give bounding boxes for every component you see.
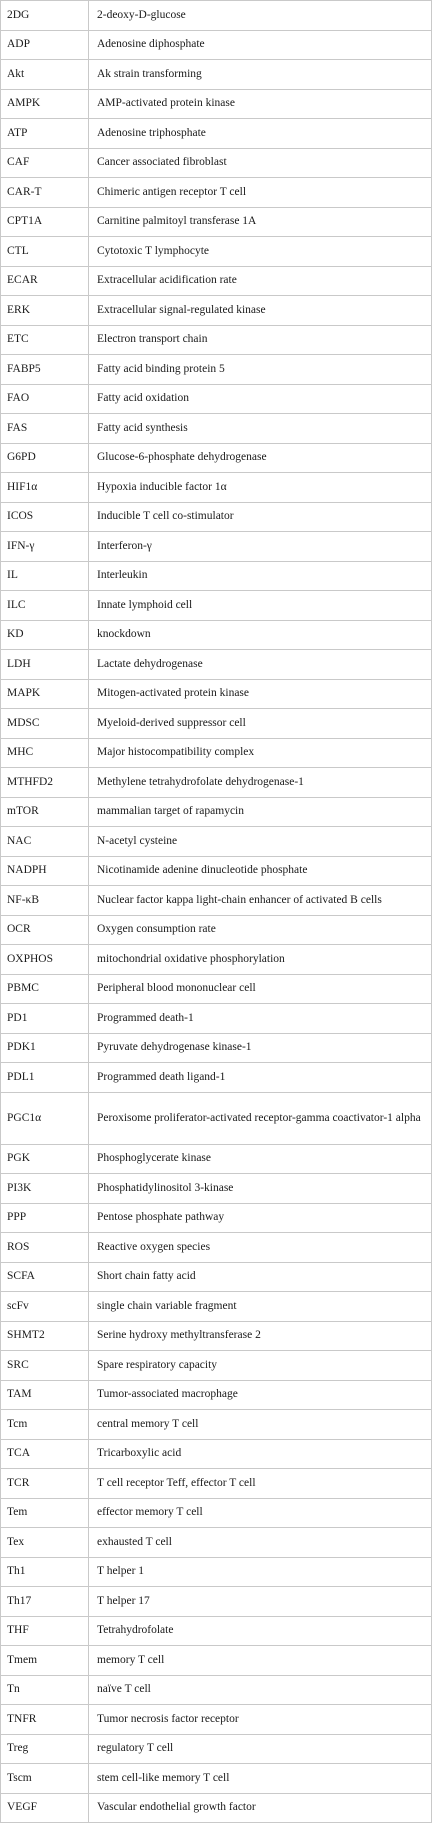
table-row xyxy=(1,237,432,267)
table-row xyxy=(1,1498,432,1528)
table-row xyxy=(1,414,432,444)
abbreviation-cell: NF-κB xyxy=(1,886,89,916)
table-row xyxy=(1,827,432,857)
abbreviation-cell: PGC1α xyxy=(1,1092,89,1144)
definition-cell: Phosphatidylinositol 3-kinase xyxy=(89,1174,432,1204)
table-row xyxy=(1,974,432,1004)
definition-cell: naïve T cell xyxy=(89,1675,432,1705)
abbreviation-cell: SHMT2 xyxy=(1,1321,89,1351)
table-row xyxy=(1,502,432,532)
abbreviation-cell: IFN-γ xyxy=(1,532,89,562)
definition-cell: Inducible T cell co-stimulator xyxy=(89,502,432,532)
definition-cell: effector memory T cell xyxy=(89,1498,432,1528)
definition-cell: knockdown xyxy=(89,620,432,650)
abbreviation-cell: MHC xyxy=(1,738,89,768)
abbreviation-cell: IL xyxy=(1,561,89,591)
definition-cell: Cancer associated fibroblast xyxy=(89,148,432,178)
table-row xyxy=(1,384,432,414)
table-row xyxy=(1,1144,432,1174)
table-row xyxy=(1,620,432,650)
table-row xyxy=(1,1793,432,1823)
table-row xyxy=(1,532,432,562)
abbreviation-cell: TNFR xyxy=(1,1705,89,1735)
definition-cell: Carnitine palmitoyl transferase 1A xyxy=(89,207,432,237)
abbreviation-cell: ETC xyxy=(1,325,89,355)
table-row xyxy=(1,443,432,473)
table-row xyxy=(1,1675,432,1705)
definition-cell: Tumor necrosis factor receptor xyxy=(89,1705,432,1735)
abbreviation-cell: FAS xyxy=(1,414,89,444)
table-row xyxy=(1,1469,432,1499)
abbreviation-cell: VEGF xyxy=(1,1793,89,1823)
definition-cell: memory T cell xyxy=(89,1646,432,1676)
abbreviation-cell: ICOS xyxy=(1,502,89,532)
definition-cell: single chain variable fragment xyxy=(89,1292,432,1322)
definition-cell: Hypoxia inducible factor 1α xyxy=(89,473,432,503)
definition-cell: Myeloid-derived suppressor cell xyxy=(89,709,432,739)
definition-cell: Pentose phosphate pathway xyxy=(89,1203,432,1233)
abbreviation-cell: MAPK xyxy=(1,679,89,709)
abbreviation-cell: Tscm xyxy=(1,1764,89,1794)
table-row xyxy=(1,1734,432,1764)
table-row xyxy=(1,1004,432,1034)
definition-cell: Ak strain transforming xyxy=(89,60,432,90)
abbreviation-cell: Tex xyxy=(1,1528,89,1558)
definition-cell: mammalian target of rapamycin xyxy=(89,797,432,827)
definition-cell: Methylene tetrahydrofolate dehydrogenase-1 xyxy=(89,768,432,798)
table-row xyxy=(1,1646,432,1676)
abbreviation-cell: Tem xyxy=(1,1498,89,1528)
definition-cell: AMP-activated protein kinase xyxy=(89,89,432,119)
abbreviation-cell: ECAR xyxy=(1,266,89,296)
abbreviation-cell: CPT1A xyxy=(1,207,89,237)
definition-cell: Vascular endothelial growth factor xyxy=(89,1793,432,1823)
definition-cell: Adenosine diphosphate xyxy=(89,30,432,60)
table-row xyxy=(1,1092,432,1144)
abbreviation-cell: PI3K xyxy=(1,1174,89,1204)
definition-cell: exhausted T cell xyxy=(89,1528,432,1558)
definition-cell: Pyruvate dehydrogenase kinase-1 xyxy=(89,1033,432,1063)
table-row xyxy=(1,1616,432,1646)
definition-cell: Programmed death-1 xyxy=(89,1004,432,1034)
table-row xyxy=(1,650,432,680)
definition-cell: Interferon-γ xyxy=(89,532,432,562)
definition-cell: Extracellular signal-regulated kinase xyxy=(89,296,432,326)
abbreviation-cell: TCA xyxy=(1,1439,89,1469)
definition-cell: Nuclear factor kappa light-chain enhancer of activated B cells xyxy=(89,886,432,916)
abbreviation-cell: PBMC xyxy=(1,974,89,1004)
definition-cell: Innate lymphoid cell xyxy=(89,591,432,621)
definition-cell: 2-deoxy-D-glucose xyxy=(89,1,432,31)
definition-cell: Tetrahydrofolate xyxy=(89,1616,432,1646)
table-row xyxy=(1,119,432,149)
abbreviation-cell: SRC xyxy=(1,1351,89,1381)
table-row xyxy=(1,1705,432,1735)
table-row xyxy=(1,915,432,945)
table-row xyxy=(1,473,432,503)
table-row xyxy=(1,945,432,975)
definition-cell: Nicotinamide adenine dinucleotide phosphate xyxy=(89,856,432,886)
abbreviation-cell: Tcm xyxy=(1,1410,89,1440)
table-row xyxy=(1,325,432,355)
table-row xyxy=(1,1063,432,1093)
table-row xyxy=(1,1439,432,1469)
abbreviation-cell: Treg xyxy=(1,1734,89,1764)
table-row xyxy=(1,679,432,709)
table-row xyxy=(1,178,432,208)
abbreviation-cell: TAM xyxy=(1,1380,89,1410)
table-row xyxy=(1,709,432,739)
definition-cell: Serine hydroxy methyltransferase 2 xyxy=(89,1321,432,1351)
definition-cell: Cytotoxic T lymphocyte xyxy=(89,237,432,267)
definition-cell: Interleukin xyxy=(89,561,432,591)
abbreviation-cell: PGK xyxy=(1,1144,89,1174)
definition-cell: Mitogen-activated protein kinase xyxy=(89,679,432,709)
abbreviation-cell: OXPHOS xyxy=(1,945,89,975)
table-row xyxy=(1,738,432,768)
definition-cell: Lactate dehydrogenase xyxy=(89,650,432,680)
abbreviation-cell: Th1 xyxy=(1,1557,89,1587)
table-row xyxy=(1,207,432,237)
abbreviation-cell: NAC xyxy=(1,827,89,857)
abbreviation-cell: THF xyxy=(1,1616,89,1646)
table-row xyxy=(1,148,432,178)
abbreviations-table-body xyxy=(1,1,432,1823)
abbreviation-cell: mTOR xyxy=(1,797,89,827)
definition-cell: Peroxisome proliferator-activated receptor-gamma coactivator-1 alpha xyxy=(89,1092,432,1144)
table-row xyxy=(1,1,432,31)
abbreviation-cell: G6PD xyxy=(1,443,89,473)
abbreviation-cell: Akt xyxy=(1,60,89,90)
definition-cell: Adenosine triphosphate xyxy=(89,119,432,149)
definition-cell: stem cell-like memory T cell xyxy=(89,1764,432,1794)
table-row xyxy=(1,1764,432,1794)
abbreviation-cell: AMPK xyxy=(1,89,89,119)
table-row xyxy=(1,30,432,60)
definition-cell: Chimeric antigen receptor T cell xyxy=(89,178,432,208)
abbreviation-cell: PDK1 xyxy=(1,1033,89,1063)
table-row xyxy=(1,1033,432,1063)
abbreviation-cell: Tmem xyxy=(1,1646,89,1676)
definition-cell: Reactive oxygen species xyxy=(89,1233,432,1263)
table-row xyxy=(1,89,432,119)
definition-cell: Major histocompatibility complex xyxy=(89,738,432,768)
abbreviation-cell: FABP5 xyxy=(1,355,89,385)
table-row xyxy=(1,296,432,326)
abbreviation-cell: FAO xyxy=(1,384,89,414)
definition-cell: Fatty acid oxidation xyxy=(89,384,432,414)
table-row xyxy=(1,1203,432,1233)
abbreviation-cell: CAR-T xyxy=(1,178,89,208)
table-row xyxy=(1,266,432,296)
definition-cell: T helper 17 xyxy=(89,1587,432,1617)
definition-cell: Programmed death ligand-1 xyxy=(89,1063,432,1093)
definition-cell: Glucose-6-phosphate dehydrogenase xyxy=(89,443,432,473)
abbreviation-cell: Th17 xyxy=(1,1587,89,1617)
definition-cell: T helper 1 xyxy=(89,1557,432,1587)
abbreviation-cell: scFv xyxy=(1,1292,89,1322)
table-row xyxy=(1,591,432,621)
definition-cell: Spare respiratory capacity xyxy=(89,1351,432,1381)
table-row xyxy=(1,60,432,90)
abbreviation-cell: OCR xyxy=(1,915,89,945)
abbreviation-cell: MTHFD2 xyxy=(1,768,89,798)
abbreviation-cell: CTL xyxy=(1,237,89,267)
table-row xyxy=(1,1262,432,1292)
definition-cell: mitochondrial oxidative phosphorylation xyxy=(89,945,432,975)
table-row xyxy=(1,1410,432,1440)
definition-cell: Electron transport chain xyxy=(89,325,432,355)
definition-cell: Oxygen consumption rate xyxy=(89,915,432,945)
abbreviation-cell: KD xyxy=(1,620,89,650)
abbreviation-cell: CAF xyxy=(1,148,89,178)
abbreviation-cell: PPP xyxy=(1,1203,89,1233)
definition-cell: Short chain fatty acid xyxy=(89,1262,432,1292)
definition-cell: N-acetyl cysteine xyxy=(89,827,432,857)
definition-cell: regulatory T cell xyxy=(89,1734,432,1764)
definition-cell: Fatty acid binding protein 5 xyxy=(89,355,432,385)
abbreviation-cell: ERK xyxy=(1,296,89,326)
definition-cell: Tumor-associated macrophage xyxy=(89,1380,432,1410)
definition-cell: Peripheral blood mononuclear cell xyxy=(89,974,432,1004)
table-row xyxy=(1,797,432,827)
table-row xyxy=(1,561,432,591)
table-row xyxy=(1,1292,432,1322)
abbreviation-cell: ADP xyxy=(1,30,89,60)
definition-cell: Extracellular acidification rate xyxy=(89,266,432,296)
abbreviation-cell: ILC xyxy=(1,591,89,621)
abbreviation-cell: 2DG xyxy=(1,1,89,31)
table-row xyxy=(1,768,432,798)
abbreviation-cell: SCFA xyxy=(1,1262,89,1292)
definition-cell: Tricarboxylic acid xyxy=(89,1439,432,1469)
table-row xyxy=(1,1174,432,1204)
abbreviation-cell: Tn xyxy=(1,1675,89,1705)
table-row xyxy=(1,856,432,886)
table-row xyxy=(1,1351,432,1381)
table-row xyxy=(1,355,432,385)
table-row xyxy=(1,1380,432,1410)
abbreviation-cell: LDH xyxy=(1,650,89,680)
abbreviation-cell: NADPH xyxy=(1,856,89,886)
abbreviation-cell: TCR xyxy=(1,1469,89,1499)
table-row xyxy=(1,1557,432,1587)
table-row xyxy=(1,886,432,916)
table-row xyxy=(1,1528,432,1558)
abbreviation-cell: PDL1 xyxy=(1,1063,89,1093)
abbreviation-cell: PD1 xyxy=(1,1004,89,1034)
table-row xyxy=(1,1321,432,1351)
table-row xyxy=(1,1587,432,1617)
abbreviation-cell: ATP xyxy=(1,119,89,149)
definition-cell: T cell receptor Teff, effector T cell xyxy=(89,1469,432,1499)
definition-cell: Fatty acid synthesis xyxy=(89,414,432,444)
abbreviation-cell: HIF1α xyxy=(1,473,89,503)
definition-cell: central memory T cell xyxy=(89,1410,432,1440)
abbreviation-cell: ROS xyxy=(1,1233,89,1263)
abbreviation-cell: MDSC xyxy=(1,709,89,739)
definition-cell: Phosphoglycerate kinase xyxy=(89,1144,432,1174)
table-row xyxy=(1,1233,432,1263)
